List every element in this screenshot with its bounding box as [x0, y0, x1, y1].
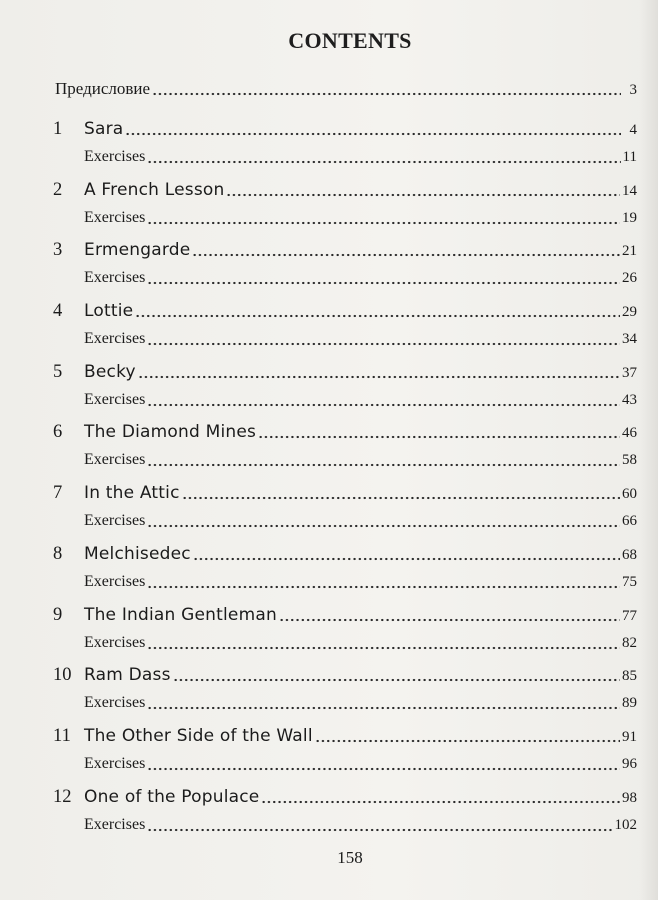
toc-entry-preface: [55, 76, 637, 102]
dot-leader: [147, 646, 620, 650]
toc-chapter: [53, 357, 637, 418]
toc-entry-chapter: [53, 114, 637, 144]
dot-leader: [279, 618, 620, 622]
toc-entry-exercises: [53, 387, 637, 413]
toc-entry-chapter: [53, 175, 637, 205]
toc-chapter: [53, 782, 637, 843]
dot-leader: [147, 767, 620, 771]
dot-leader: [261, 800, 620, 804]
chapter-number: 5: [53, 361, 63, 382]
dot-leader: [152, 92, 621, 96]
toc-entry-exercises: [53, 690, 637, 716]
toc-entry-exercises: [53, 630, 637, 656]
toc-entry-chapter: [53, 357, 637, 387]
toc-page-number: 58: [622, 452, 637, 469]
chapter-title: Ermengarde: [84, 240, 191, 261]
exercises-label: Exercises: [84, 269, 146, 287]
exercises-label: Exercises: [84, 390, 146, 408]
toc-page-number: 66: [622, 513, 637, 530]
chapter-number: 3: [53, 240, 63, 261]
chapter-number: 11: [53, 725, 71, 746]
toc-chapter: [53, 660, 637, 721]
chapter-title: The Indian Gentleman: [84, 604, 277, 625]
toc-entry-exercises: [53, 751, 637, 777]
toc-page-number: 37: [622, 364, 637, 381]
chapter-number: 12: [53, 786, 72, 807]
exercises-label: Exercises: [84, 451, 146, 469]
toc-chapter: [53, 721, 637, 782]
dot-leader: [147, 160, 620, 164]
toc-entry-label: Предисловие: [55, 79, 151, 98]
toc-entry-chapter: [53, 721, 637, 751]
toc-chapter: [53, 600, 637, 661]
toc-page-number: 34: [622, 331, 637, 348]
chapter-title: The Other Side of the Wall: [84, 725, 313, 746]
dot-leader: [182, 496, 620, 500]
toc-page-number: 96: [622, 755, 637, 772]
dot-leader: [147, 463, 620, 467]
dot-leader: [315, 739, 620, 743]
toc-page-number: 89: [622, 695, 637, 712]
toc-page-number: 91: [622, 728, 637, 745]
toc-entry-exercises: [53, 447, 637, 473]
toc-chapter: [53, 175, 637, 236]
toc-entry-exercises: [53, 265, 637, 291]
chapter-number: 1: [53, 119, 63, 139]
toc-entry-exercises: [53, 326, 637, 352]
toc-page-number: 11: [622, 149, 637, 165]
toc-page-number: 102: [614, 816, 637, 833]
toc-chapter: [53, 417, 637, 478]
toc-page-number: 60: [622, 486, 637, 503]
chapter-title: Sara: [84, 119, 124, 139]
dot-leader: [147, 403, 620, 407]
chapter-title: One of the Populace: [84, 786, 260, 807]
toc-page-number: 4: [629, 122, 637, 138]
chapter-number: 4: [53, 301, 63, 322]
chapter-number: 6: [53, 422, 63, 443]
exercises-label: Exercises: [84, 633, 146, 651]
exercises-label: Exercises: [84, 208, 146, 226]
page-title: CONTENTS: [288, 28, 412, 53]
dot-leader: [147, 585, 620, 589]
chapter-number: 8: [53, 543, 63, 564]
exercises-label: Exercises: [84, 330, 146, 348]
toc-entry-chapter: [53, 478, 637, 508]
chapter-number: 7: [53, 483, 63, 504]
toc-entry-exercises: [53, 569, 637, 595]
chapter-title: A French Lesson: [84, 179, 225, 200]
page-edge-shadow: [640, 0, 658, 900]
exercises-label: Exercises: [84, 754, 146, 772]
toc-page-number: 21: [622, 243, 637, 260]
toc-entry-chapter: [53, 782, 637, 812]
exercises-label: Exercises: [84, 694, 146, 712]
toc-page-number: 19: [622, 209, 637, 226]
toc-page-number: 82: [622, 634, 637, 651]
toc-entry-chapter: [53, 660, 637, 690]
dot-leader: [147, 342, 620, 346]
chapter-number: 2: [53, 179, 63, 200]
dot-leader: [147, 524, 620, 528]
chapter-number: 9: [53, 604, 63, 625]
toc-page-number: 29: [622, 304, 637, 321]
chapter-title: The Diamond Mines: [84, 422, 257, 443]
toc-page-number: 26: [622, 270, 637, 287]
toc-page-number: 68: [622, 546, 637, 563]
page-number: 158: [337, 848, 363, 867]
toc-list: [53, 114, 637, 842]
toc-page-number: 75: [622, 573, 637, 590]
dot-leader: [258, 435, 620, 439]
toc-entry-chapter: [53, 235, 637, 265]
toc-entry-exercises: [53, 144, 637, 170]
chapter-title: Becky: [84, 361, 136, 382]
dot-leader: [192, 253, 620, 257]
toc-entry-exercises: [53, 205, 637, 231]
toc-entry-chapter: [53, 296, 637, 326]
dot-leader: [147, 281, 620, 285]
toc-entry-chapter: [53, 600, 637, 630]
toc-chapter: [53, 235, 637, 296]
toc-chapter: [53, 539, 637, 600]
dot-leader: [138, 375, 620, 379]
toc-entry-exercises: [53, 508, 637, 534]
toc-page-number: 46: [622, 425, 637, 442]
chapter-title: Melchisedec: [84, 543, 191, 564]
chapter-title: Lottie: [84, 301, 134, 322]
exercises-label: Exercises: [84, 572, 146, 590]
dot-leader: [147, 221, 620, 225]
dot-leader: [147, 828, 612, 832]
toc-page-number: 3: [629, 82, 637, 98]
exercises-label: Exercises: [84, 815, 146, 833]
chapter-title: In the Attic: [84, 483, 180, 504]
chapter-title: Ram Dass: [84, 665, 171, 686]
toc-entry-chapter: [53, 417, 637, 447]
toc-chapter: [53, 478, 637, 539]
toc-entry-chapter: [53, 539, 637, 569]
exercises-label: Exercises: [84, 148, 146, 165]
dot-leader: [173, 678, 620, 682]
toc-page-number: 14: [622, 182, 637, 199]
toc-chapter: [53, 296, 637, 357]
toc-page-number: 77: [622, 607, 637, 624]
chapter-number: 10: [53, 665, 72, 686]
exercises-label: Exercises: [84, 512, 146, 530]
dot-leader: [135, 314, 620, 318]
toc-page-number: 43: [622, 391, 637, 408]
toc-chapter: [53, 114, 637, 175]
toc-page-number: 98: [622, 789, 637, 806]
dot-leader: [125, 132, 621, 136]
dot-leader: [193, 557, 620, 561]
toc-page-number: 85: [622, 668, 637, 685]
dot-leader: [147, 706, 620, 710]
dot-leader: [226, 193, 620, 197]
toc-entry-exercises: [53, 812, 637, 838]
